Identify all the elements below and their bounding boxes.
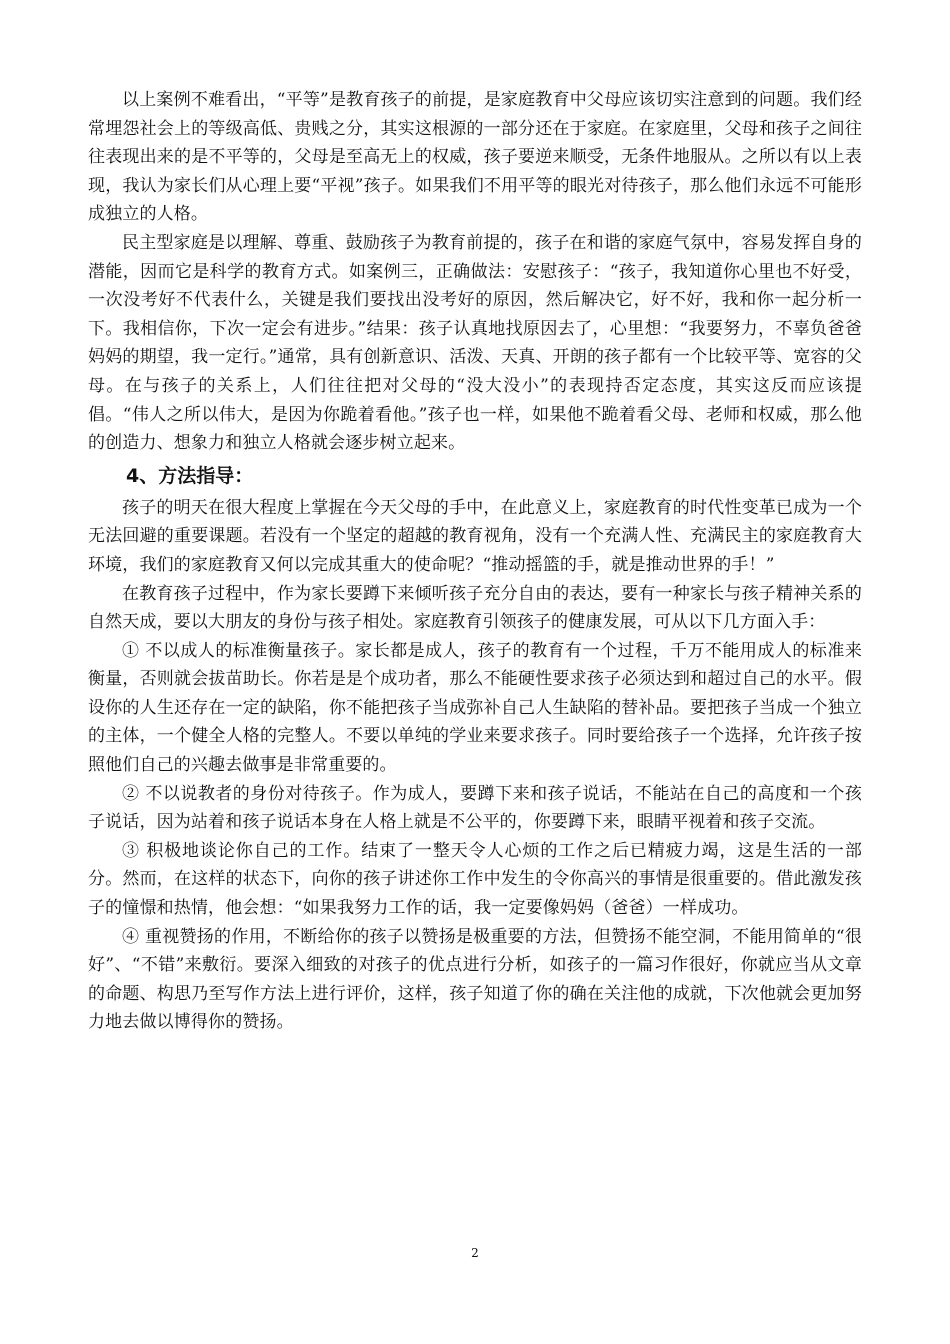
paragraph-tomorrow: 孩子的明天在很大程度上掌握在今天父母的手中，在此意义上，家庭教育的时代性变革已成为一个无法回避的重要课题。若没有一个坚定的超越的教育视角，没有一个充满人性、充满民主的家庭教育大环境，我们的家庭教育又何以完成其重大的使命呢？“推动摇篮的手，就是推动世界的手！” (88, 497, 862, 575)
paragraph-listening: 在教育孩子过程中，作为家长要蹲下来倾听孩子充分自由的表达，要有一种家长与孩子精神关系的自然天成，要以大朋友的身份与孩子相处。家庭教育引领孩子的健康发展，可从以下几方面入手： (88, 583, 862, 633)
page-number: 2 (471, 1246, 479, 1260)
paragraph-point-4: ④ 重视赞扬的作用，不断给你的孩子以赞扬是极重要的方法，但赞扬不能空洞，不能用简单的“很好”、“不错”来敷衍。要深入细致的对孩子的优点进行分析，如孩子的一篇习作很好，你就应当从文章的命题、构思乃至写作方法上进行评价，这样，孩子知道了你的确在关注他的成就，下次他就会更加努力地去做以博得你的赞扬。 (88, 926, 862, 1033)
paragraph-democratic-family: 民主型家庭是以理解、尊重、鼓励孩子为教育前提的，孩子在和谐的家庭气氛中，容易发挥自身的潜能，因而它是科学的教育方式。如案例三，正确做法：安慰孩子：“孩子，我知道你心里也不好受，一次没考好不代表什么，关键是我们要找出没考好的原因，然后解决它，好不好，我和你一起分析一下。我相信你，下次一定会有进步。”结果：孩子认真地找原因去了，心里想：“我要努力，不辜负爸爸妈妈的期望，我一定行。”通常，具有创新意识、活泼、天真、开朗的孩子都有一个比较平等、宽容的父母。在与孩子的关系上，人们往往把对父母的“没大没小”的表现持否定态度，其实这反而应该提倡。“伟人之所以伟大，是因为你跪着看他。”孩子也一样，如果他不跪着看父母、老师和权威，那么他的创造力、想象力和独立人格就会逐步树立起来。 (88, 232, 862, 454)
paragraph-point-3: ③ 积极地谈论你自己的工作。结束了一整天令人心烦的工作之后已精疲力竭，这是生活的一部分。然而，在这样的状态下，向你的孩子讲述你工作中发生的令你高兴的事情是很重要的。借此激发孩子的憧憬和热情，他会想：“如果我努力工作的话，我一定要像妈妈（爸爸）一样成功。 (88, 840, 862, 919)
paragraph-equality: 以上案例不难看出，“平等”是教育孩子的前提，是家庭教育中父母应该切实注意到的问题。我们经常埋怨社会上的等级高低、贵贱之分，其实这根源的一部分还在于家庭。在家庭里，父母和孩子之间往往表现出来的是不平等的，父母是至高无上的权威，孩子要逆来顺受，无条件地服从。之所以有以上表现，我认为家长们从心理上要“平视”孩子。如果我们不用平等的眼光对待孩子，那么他们永远不可能形成独立的人格。 (88, 90, 862, 225)
page-body (88, 86, 862, 1037)
paragraph-point-1: ① 不以成人的标准衡量孩子。家长都是成人，孩子的教育有一个过程，千万不能用成人的标准来衡量，否则就会拔苗助长。你若是是个成功者，那么不能硬性要求孩子必须达到和超过自己的水平。假设你的人生还存在一定的缺陷，你不能把孩子当成弥补自己人生缺陷的替补品。要把孩子当成一个独立的主体，一个健全人格的完整人。不要以单纯的学业来要求孩子。同时要给孩子一个选择，允许孩子按照他们自己的兴趣去做事是非常重要的。 (88, 640, 862, 776)
section-heading: 4、方法指导： (126, 464, 254, 487)
paragraph-point-2: ② 不以说教者的身份对待孩子。作为成人，要蹲下来和孩子说话，不能站在自己的高度和一个孩子说话，因为站着和孩子说话本身在人格上就是不公平的，你要蹲下来，眼睛平视着和孩子交流。 (88, 783, 862, 833)
